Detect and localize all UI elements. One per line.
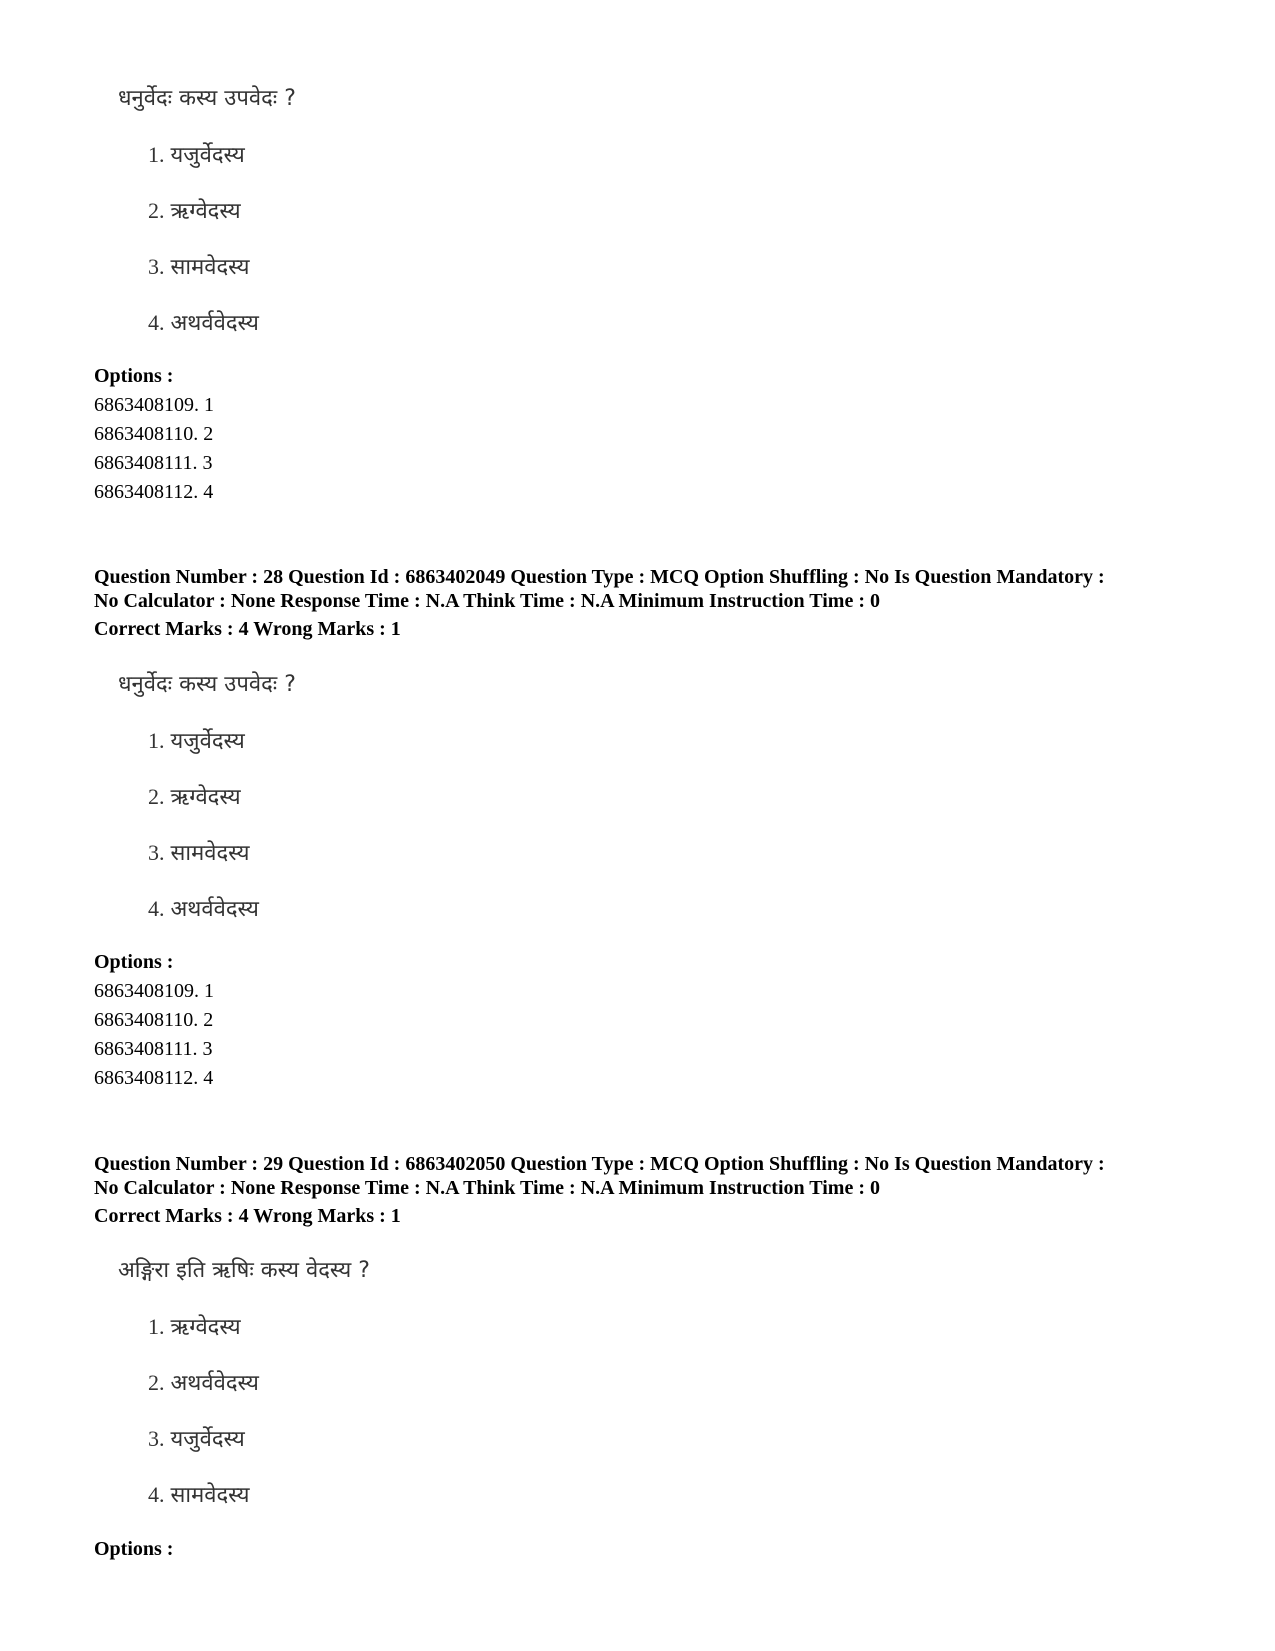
question-image (118, 1258, 370, 1508)
choice-1: 1. यजुर्वेदस्य (148, 728, 245, 754)
option-item: 6863408111. 3 (94, 452, 213, 474)
choice-3: 3. यजुर्वेदस्य (148, 1426, 245, 1452)
option-item: 6863408110. 2 (94, 1009, 214, 1031)
meta-line-1: Question Number : 29 Question Id : 6863402050 Question Type : MCQ Option Shuffling : No Is Question Mandatory : (94, 1153, 1105, 1175)
choice-1: 1. ऋग्वेदस्य (148, 1314, 241, 1340)
choice-4: 4. अथर्ववेदस्य (148, 310, 259, 336)
choice-4: 4. अथर्ववेदस्य (148, 896, 259, 922)
question-image (118, 672, 296, 922)
question-text: अङ्गिरा इति ऋषिः कस्य वेदस्य ? (118, 1258, 370, 1283)
question-text: धनुर्वेदः कस्य उपवेदः ? (118, 672, 296, 697)
option-item: 6863408112. 4 (94, 481, 214, 503)
question-image (118, 86, 296, 336)
meta-line-2: No Calculator : None Response Time : N.A Think Time : N.A Minimum Instruction Time : 0 (94, 1177, 880, 1199)
choice-2: 2. अथर्ववेदस्य (148, 1370, 259, 1396)
options-list (94, 391, 214, 507)
option-item: 6863408112. 4 (94, 1067, 214, 1089)
choice-1: 1. यजुर्वेदस्य (148, 142, 245, 168)
options-list (94, 977, 214, 1093)
choice-3: 3. सामवेदस्य (148, 840, 250, 866)
options-label: Options : (94, 1538, 174, 1560)
question-meta (94, 1152, 1214, 1200)
option-item: 6863408109. 1 (94, 394, 214, 416)
choice-4: 4. सामवेदस्य (148, 1482, 250, 1508)
question-meta (94, 565, 1214, 613)
question-text: धनुर्वेदः कस्य उपवेदः ? (118, 86, 296, 111)
meta-line-2: No Calculator : None Response Time : N.A Think Time : N.A Minimum Instruction Time : 0 (94, 590, 880, 612)
choice-2: 2. ऋग्वेदस्य (148, 198, 241, 224)
choice-3: 3. सामवेदस्य (148, 254, 250, 280)
option-item: 6863408111. 3 (94, 1038, 213, 1060)
option-item: 6863408109. 1 (94, 980, 214, 1002)
marks-line: Correct Marks : 4 Wrong Marks : 1 (94, 1205, 401, 1227)
option-item: 6863408110. 2 (94, 423, 214, 445)
meta-line-1: Question Number : 28 Question Id : 6863402049 Question Type : MCQ Option Shuffling : No Is Question Mandatory : (94, 566, 1105, 588)
choice-2: 2. ऋग्वेदस्य (148, 784, 241, 810)
options-label: Options : (94, 365, 174, 387)
marks-line: Correct Marks : 4 Wrong Marks : 1 (94, 618, 401, 640)
options-label: Options : (94, 951, 174, 973)
